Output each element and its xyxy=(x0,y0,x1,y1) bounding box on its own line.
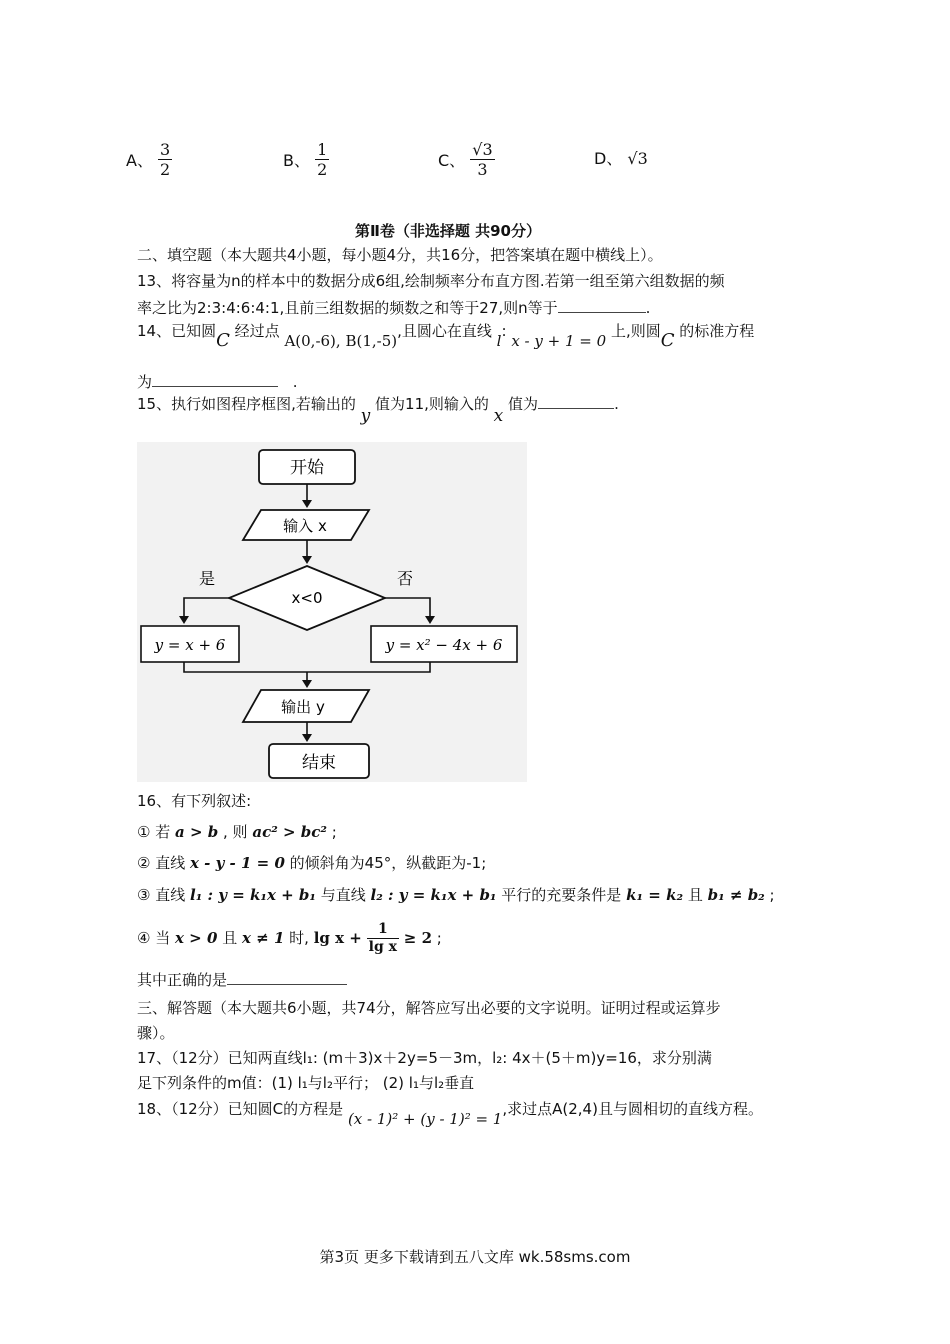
q16-s4-fraction: $\frac{1}{\text{lg x}}$ xyxy=(368,921,397,955)
option-a-fraction: $\frac{3}{2}$ xyxy=(160,140,171,179)
q16-correct: 其中正确的是 xyxy=(137,968,347,991)
q13-line1: 13、将容量为n的样本中的数据分成6组,绘制频率分布直方图.若第一组至第六组数据的频 xyxy=(137,272,725,290)
q16-intro: 16、有下列叙述: xyxy=(137,792,252,810)
q16-statement-2: ② 直线 x - y - 1 = 0 的倾斜角为45°，纵截距为-1; xyxy=(137,854,487,872)
option-c: C、 $\frac{√3}{3}$ xyxy=(438,140,493,179)
flowchart-input-text: 输入 x xyxy=(283,517,327,535)
flowchart-left-process-text: y = x + 6 xyxy=(154,636,226,654)
flowchart-end-text: 结束 xyxy=(302,753,336,773)
option-c-fraction: $\frac{√3}{3}$ xyxy=(472,140,493,179)
q18-line: 18、（12分）已知圆C的方程是 (x - 1)² + (y - 1)² = 1,求过点A(2,4)且与圆相切的直线方程。 xyxy=(137,1100,763,1128)
q14-answer-blank xyxy=(152,370,278,387)
section-2-title: 第Ⅱ卷（非选择题 共90分） xyxy=(355,222,541,240)
fill-in-instructions: 二、填空题（本大题共4小题，每小题4分，共16分，把答案填在题中横线上）。 xyxy=(137,246,663,264)
option-b: B、 $\frac{1}{2}$ xyxy=(283,140,328,179)
section-3-line2: 骤）。 xyxy=(137,1024,175,1042)
q14-line2: 为 . xyxy=(137,370,298,393)
q15-answer-blank xyxy=(538,392,614,409)
section-3-line1: 三、解答题（本大题共6小题，共74分，解答应写出必要的文字说明。证明过程或运算步 xyxy=(137,999,721,1017)
flowchart-yes-label: 是 xyxy=(198,569,216,588)
flowchart-start-text: 开始 xyxy=(290,458,324,478)
q15-line: 15、执行如图程序框图,若输出的 y 值为11,则输入的 x 值为 . xyxy=(137,392,619,415)
q16-answer-blank xyxy=(227,968,347,985)
option-b-fraction: $\frac{1}{2}$ xyxy=(317,140,328,179)
page-footer: 第3页 更多下载请到五八文库 wk.58sms.com xyxy=(319,1248,631,1266)
flowchart-decision-text: x<0 xyxy=(291,589,323,607)
q13-line2: 率之比为2:3:4:6:4:1,且前三组数据的频数之和等于27,则n等于 . xyxy=(137,296,650,319)
q17-line1: 17、（12分）已知两直线l₁: (m＋3)x＋2y=5－3m，l₂: 4x＋(5＋m)y=16，求分别满 xyxy=(137,1049,712,1067)
q16-statement-4: ④ 当 x > 0 且 x ≠ 1 时, lg x + $\frac{1}{\text{lg x}}$ ≥ 2 ; xyxy=(137,921,442,955)
flowchart-output-text: 输出 y xyxy=(281,698,325,716)
q13-answer-blank xyxy=(558,296,646,313)
option-d: D、 √3 xyxy=(594,149,648,168)
program-flowchart xyxy=(137,442,527,782)
q14-line1: 14、已知圆C 经过点 A(0,-6), B(1,-5),且圆心在直线 l: x - y + 1 = 0 上,则圆C 的标准方程 xyxy=(137,322,755,351)
q16-statement-3: ③ 直线 l₁ : y = k₁x + b₁ 与直线 l₂ : y = k₁x + b₁ 平行的充要条件是 k₁ = k₂ 且 b₁ ≠ b₂ ; xyxy=(137,886,775,904)
flowchart-right-process-text: y = x² − 4x + 6 xyxy=(385,636,503,654)
flowchart-no-label: 否 xyxy=(396,569,414,588)
option-a: A、 $\frac{3}{2}$ xyxy=(126,140,171,179)
q17-line2: 足下列条件的m值：(1) l₁与l₂平行； (2) l₁与l₂垂直 xyxy=(137,1074,475,1092)
q16-statement-1: ① 若 a > b , 则 ac² > bc² ; xyxy=(137,823,337,841)
